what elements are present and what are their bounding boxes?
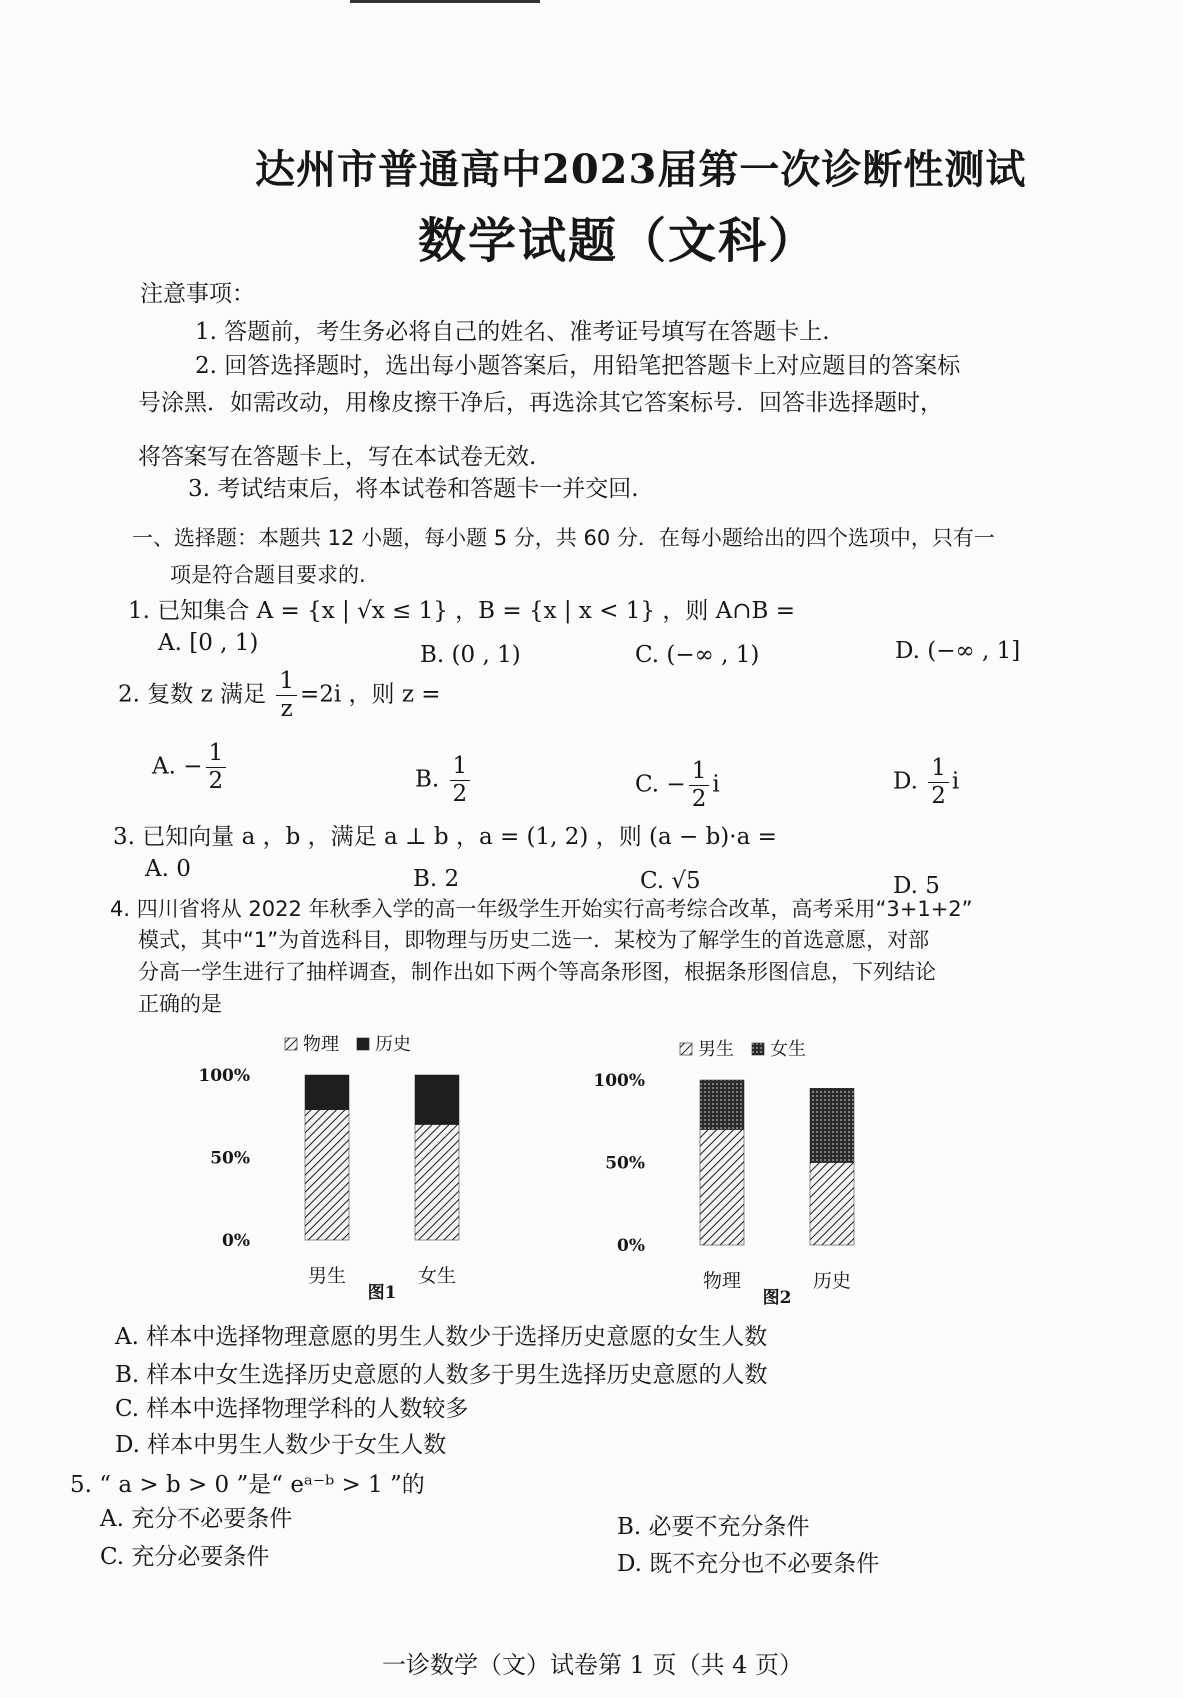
question-5 — [70, 1466, 425, 1499]
question-text: 已知集合 A = {x | √x ≤ 1} ，B = {x | x < 1} ，则 A∩B = — [157, 598, 796, 624]
question-1 — [128, 592, 795, 625]
question-number: 1. — [128, 598, 150, 624]
bar-segment — [305, 1110, 349, 1240]
q2-option-d: D. $\frac{1}{2}$ i — [893, 755, 960, 809]
legend-swatch — [680, 1043, 692, 1055]
exam-title: 达州市普通高中2023届第一次诊断性测试 — [255, 146, 1027, 193]
legend-label: 物理 — [303, 1034, 339, 1055]
chart-figure-2 — [595, 1030, 895, 1320]
notice-line-2b: 号涂黑．如需改动，用橡皮擦干净后，再选涂其它答案标号．回答非选择题时， — [138, 390, 943, 416]
q1-option-b: B. (0 , 1) — [420, 642, 521, 668]
q4-line-3: 分高一学生进行了抽样调查，制作出如下两个等高条形图，根据条形图信息，下列结论 — [138, 960, 936, 984]
legend-swatch — [285, 1038, 297, 1050]
q3-option-d: D. 5 — [893, 873, 940, 899]
q3-option-c: C. √5 — [640, 868, 701, 894]
section-heading-cont: 项是符合题目要求的. — [170, 563, 366, 587]
figure-caption: 图2 — [762, 1288, 792, 1308]
y-tick-label: 50% — [605, 1153, 645, 1174]
legend-label: 历史 — [375, 1034, 411, 1055]
y-tick-label: 0% — [617, 1236, 645, 1256]
legend-label: 男生 — [698, 1039, 734, 1060]
q4-line-2: 模式，其中“1”为首选科目，即物理与历史二选一．某校为了解学生的首选意愿，对部 — [138, 928, 930, 952]
question-text: “ a > b > 0 ”是“ eᵃ⁻ᵇ > 1 ”的 — [99, 1472, 425, 1498]
q5-option-b: B. 必要不充分条件 — [617, 1514, 810, 1540]
section-heading: 一、选择题：本题共 12 小题，每小题 5 分，共 60 分．在每小题给出的四个选项中，只有一 — [132, 526, 995, 550]
q1-option-c: C. (−∞ , 1) — [635, 642, 760, 668]
q3-option-a: A. 0 — [145, 856, 191, 882]
question-number: 3. — [113, 824, 135, 850]
q5-option-a: A. 充分不必要条件 — [100, 1506, 293, 1532]
q2-option-c: C. − $\frac{1}{2}$ i — [635, 758, 720, 812]
q4-line-1: 4. 四川省将从 2022 年秋季入学的高一年级学生开始实行高考综合改革，高考采用“3+1+2” — [110, 897, 973, 921]
y-tick-label: 100% — [200, 1066, 250, 1086]
bar-segment — [415, 1075, 459, 1125]
q3-option-b: B. 2 — [413, 866, 460, 892]
x-category-label: 历史 — [812, 1270, 852, 1292]
notice-line-2c: 将答案写在答题卡上，写在本试卷无效. — [138, 444, 537, 470]
bar-segment — [810, 1088, 854, 1162]
y-tick-label: 0% — [222, 1231, 250, 1251]
top-rule — [350, 0, 540, 3]
notice-heading: 注意事项： — [140, 281, 255, 307]
q4-option-c: C. 样本中选择物理学科的人数较多 — [115, 1396, 469, 1422]
fraction: $\frac{1}{z}$ — [276, 670, 297, 721]
bar-segment — [415, 1125, 459, 1241]
chart-figure-1 — [200, 1025, 500, 1315]
x-category-label: 男生 — [307, 1265, 347, 1287]
q4-option-b: B. 样本中女生选择历史意愿的人数多于男生选择历史意愿的人数 — [115, 1362, 768, 1388]
figure-caption: 图1 — [367, 1283, 397, 1303]
question-2 — [118, 670, 441, 721]
q1-option-a: A. [0 , 1) — [158, 630, 259, 656]
q4-option-d: D. 样本中男生人数少于女生人数 — [115, 1432, 447, 1458]
question-text: 已知向量 a ，b ，满足 a ⊥ b ，a = (1, 2) ，则 (a − b)·a = — [142, 824, 777, 850]
y-tick-label: 50% — [210, 1148, 250, 1169]
bar-segment — [700, 1130, 744, 1246]
x-category-label: 女生 — [417, 1265, 457, 1287]
question-text: 复数 z 满足 — [147, 681, 267, 708]
chart-figure-2-container — [595, 1030, 895, 1324]
q5-option-d: D. 既不充分也不必要条件 — [617, 1551, 880, 1577]
notice-line-1: 1. 答题前，考生务必将自己的姓名、准考证号填写在答题卡上. — [195, 319, 830, 345]
q5-option-c: C. 充分必要条件 — [100, 1544, 270, 1570]
q1-option-d: D. (−∞ , 1] — [895, 638, 1021, 664]
question-number: 5. — [70, 1472, 92, 1498]
bar-segment — [305, 1075, 349, 1110]
q2-option-a: A. − $\frac{1}{2}$ — [152, 742, 229, 793]
exam-subtitle: 数学试题（文科） — [418, 213, 819, 269]
notice-line-2a: 2. 回答选择题时，选出每小题答案后，用铅笔把答题卡上对应题目的答案标 — [195, 353, 961, 379]
bar-segment — [810, 1163, 854, 1246]
question-number: 2. — [118, 681, 140, 708]
legend-swatch — [752, 1043, 764, 1055]
question-text-tail: =2i ，则 z = — [299, 681, 441, 708]
notice-line-3: 3. 考试结束后，将本试卷和答题卡一并交回. — [188, 476, 639, 502]
x-category-label: 物理 — [702, 1270, 742, 1292]
bar-segment — [700, 1080, 744, 1130]
legend-swatch — [357, 1038, 369, 1050]
q4-line-4: 正确的是 — [138, 992, 222, 1016]
chart-figure-1-container — [200, 1025, 500, 1319]
q2-option-b: B. $\frac{1}{2}$ — [415, 755, 473, 806]
page-footer: 一诊数学（文）试卷第 1 页（共 4 页） — [382, 1651, 804, 1679]
q4-option-a: A. 样本中选择物理意愿的男生人数少于选择历史意愿的女生人数 — [115, 1324, 768, 1350]
legend-label: 女生 — [770, 1039, 806, 1060]
y-tick-label: 100% — [595, 1071, 645, 1091]
question-3 — [113, 818, 777, 851]
